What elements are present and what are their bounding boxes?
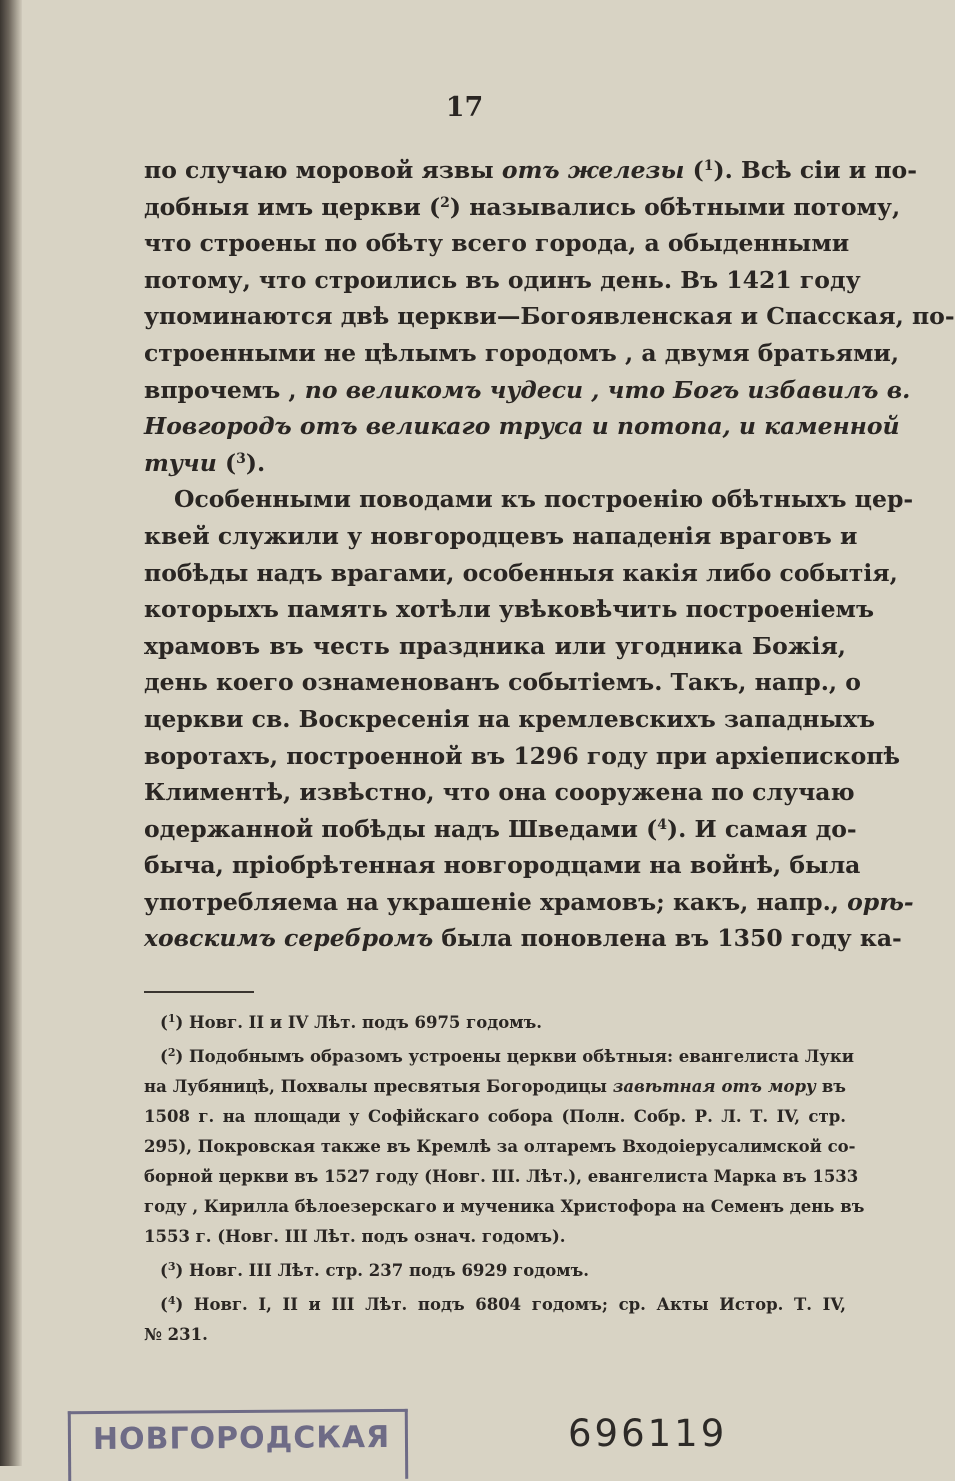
footnote-line: борной церкви въ 1527 году (Новг. III. Лѣт.), евангелиста Марка въ 1533 (144, 1167, 859, 1186)
italic-text: завѣтная отъ мору (612, 1077, 816, 1096)
italic-text: тучи (144, 448, 217, 477)
footnote-marker: 4 (657, 816, 667, 833)
footnote-line: году , Кирилла бѣлоезерскаго и мученика Христофора на Семенъ день въ (144, 1197, 865, 1216)
text-line: одержанной побѣды надъ Шведами ($^4$). И самая до- (144, 814, 857, 843)
text-line: упоминаются двѣ церкви—Богоявленская и Спасская, по- (144, 302, 955, 331)
stamp-text: НОВГОРОДСКАЯ (92, 1419, 391, 1458)
footnote-line: 1553 г. (Новг. III Лѣт. подъ означ. годомъ). (144, 1227, 566, 1246)
footnote-line: ($^2$) Подобнымъ образомъ устроены церкви обѣтныя: евангелиста Луки (160, 1046, 854, 1066)
text-line: храмовъ въ честь праздника или угодника Божія, (144, 631, 846, 660)
inventory-number: 696119 (568, 1412, 728, 1455)
text-line: употребляема на украшеніе храмовъ; какъ, напр., орѣ- (144, 887, 914, 916)
text-line: церкви св. Воскресенія на кремлевскихъ западныхъ (144, 704, 876, 733)
text-line: что строены по обѣту всего города, а обыденными (144, 229, 850, 258)
text-line: тучи ($^3$). (144, 448, 266, 477)
text-line: добныя имъ церкви ($^2$) назывались обѣтными потому, (144, 192, 901, 221)
text-line: которыхъ память хотѣли увѣковѣчить построеніемъ (144, 595, 874, 624)
footnote-marker: 1 (167, 1012, 176, 1025)
page-number: 17 (445, 92, 484, 123)
library-stamp (68, 1409, 408, 1481)
italic-text: отъ железы (501, 156, 685, 184)
italic-text: по великомъ чудеси , что Богъ избавилъ в. (304, 375, 911, 404)
footnote-line: 295), Покровская также въ Кремлѣ за олтаремъ Входоіерусалимской со- (144, 1137, 856, 1156)
text-line: строенными не цѣлымъ городомъ , а двумя братьями, (144, 338, 900, 367)
footnote-marker: 4 (167, 1294, 176, 1307)
footnote-line: ($^3$) Новг. III Лѣт. стр. 237 подъ 6929 годомъ. (160, 1260, 589, 1280)
footnote-divider (144, 991, 254, 993)
footnote-marker: 1 (703, 158, 714, 174)
text-line: воротахъ, построенной въ 1296 году при архіепископѣ (144, 741, 900, 770)
footnote-line: ($^1$) Новг. II и IV Лѣт. подъ 6975 годомъ. (160, 1012, 543, 1032)
footnote-marker: 3 (167, 1260, 176, 1273)
text-line: по случаю моровой язвы отъ железы ($^1$). Всѣ сіи и по- (144, 156, 917, 184)
text-line: впрочемъ , по великомъ чудеси , что Богъ избавилъ в. (144, 375, 911, 404)
text-line: побѣды надъ врагами, особенныя какія либо событія, (144, 558, 898, 587)
footnote-marker: 2 (167, 1046, 176, 1059)
footnote-marker: 2 (440, 194, 450, 211)
footnote-line: 1508 г. на площади у Софійскаго собора (Полн. Собр. Р. Л. Т. IV, стр. (144, 1107, 846, 1126)
text-line: Особенными поводами къ построенію обѣтныхъ цер- (174, 485, 914, 514)
footnotes (144, 1008, 865, 1350)
text-line: бычa, пріобрѣтенная новгородцами на войнѣ, была (144, 851, 861, 880)
text-line (144, 408, 900, 445)
text-line: ховскимъ серебромъ была поновлена въ 1350 году ка- (144, 924, 902, 953)
italic-text: ховскимъ серебромъ (144, 924, 434, 953)
italic-text: орѣ- (847, 887, 914, 916)
footnote-line: на Лубяницѣ, Похвалы пресвятыя Богородицы завѣтная отъ мору въ (144, 1077, 846, 1096)
footnote-line: № 231. (144, 1325, 208, 1344)
text-line: потому, что строились въ одинъ день. Въ 1421 году (144, 265, 861, 294)
text-line: квей служили у новгородцевъ нападенія враговъ и (144, 521, 858, 550)
footnote-line: ($^4$) Новг. I, II и III Лѣт. подъ 6804 годомъ; ср. Акты Истор. Т. IV, (160, 1294, 846, 1314)
text-line: Климентѣ, извѣстно, что она сооружена по случаю (144, 778, 855, 807)
footnote-marker: 3 (236, 450, 246, 467)
main-text (144, 152, 955, 957)
text-line: день коего ознаменованъ событіемъ. Такъ, напр., о (144, 668, 861, 697)
italic-text: Новгородъ отъ великаго труса и потопа, и каменной (144, 412, 900, 441)
